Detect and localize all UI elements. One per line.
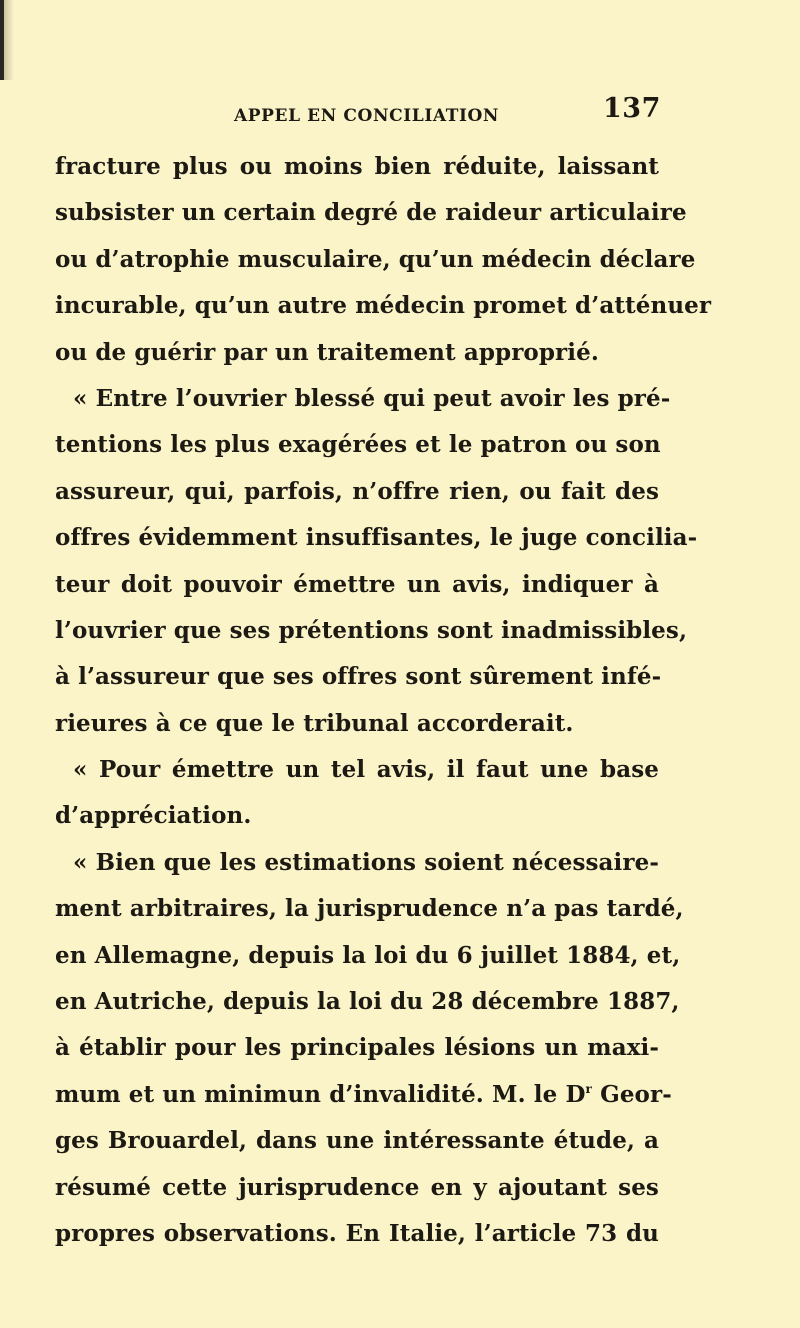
running-title: APPEL EN CONCILIATION <box>234 106 500 126</box>
text-line: « Bien que les estimations soient nécessaire- <box>73 848 659 876</box>
text-line: ment arbitraires, la jurisprudence n’a pas tardé, <box>55 895 684 923</box>
text-line: ou de guérir par un traitement approprié. <box>55 338 599 366</box>
body-text <box>55 144 712 1257</box>
text-segment: Geor- <box>591 1080 672 1108</box>
text-line: subsister un certain degré de raideur articulaire <box>55 199 687 227</box>
text-line <box>55 1072 672 1118</box>
text-line: assureur, qui, parfois, n’offre rien, ou fait des <box>55 477 659 505</box>
text-line: offres évidemment insuffisantes, le juge concilia- <box>55 524 698 552</box>
text-line: teur doit pouvoir émettre un avis, indiquer à <box>55 570 659 598</box>
text-line: incurable, qu’un autre médecin promet d’atténuer <box>55 292 712 320</box>
text-line: en Autriche, depuis la loi du 28 décembre 1887, <box>55 988 680 1016</box>
text-line: rieures à ce que le tribunal accorderait. <box>55 709 574 737</box>
page-header <box>0 92 800 132</box>
text-segment: mum et un minimun d’invalidité. M. le D <box>55 1080 586 1108</box>
text-line: ou d’atrophie musculaire, qu’un médecin déclare <box>55 245 696 273</box>
text-line: d’appréciation. <box>55 802 252 830</box>
text-line: résumé cette jurisprudence en y ajoutant ses <box>55 1173 659 1201</box>
text-line: ges Brouardel, dans une intéressante étude, a <box>55 1127 659 1155</box>
text-line: propres observations. En Italie, l’article 73 du <box>55 1219 659 1247</box>
text-line: l’ouvrier que ses prétentions sont inadmissibles, <box>55 616 688 644</box>
text-line: tentions les plus exagérées et le patron ou son <box>55 431 661 459</box>
text-line: à établir pour les principales lésions un maxi- <box>55 1034 659 1062</box>
page-edge-shadow <box>4 0 14 80</box>
superscript: r <box>585 1081 592 1096</box>
page-number: 137 <box>603 93 661 124</box>
text-line: en Allemagne, depuis la loi du 6 juillet 1884, et, <box>55 941 681 969</box>
text-line: « Pour émettre un tel avis, il faut une base <box>73 756 659 784</box>
text-line: fracture plus ou moins bien réduite, laissant <box>55 153 659 180</box>
text-line: « Entre l’ouvrier blessé qui peut avoir les pré- <box>73 384 671 412</box>
text-line: à l’assureur que ses offres sont sûrement infé- <box>55 663 662 691</box>
